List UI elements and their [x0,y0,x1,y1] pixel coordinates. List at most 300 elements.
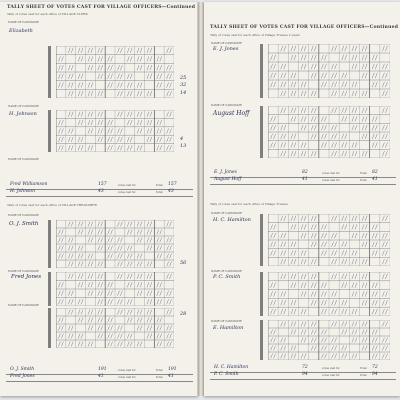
tally-mark [291,116,296,121]
tally-mark [291,82,296,87]
tally-mark [68,274,73,279]
tally-mark [98,91,103,96]
tally-mark [68,326,73,331]
tally-mark [137,254,142,259]
total-label: Total [156,369,163,372]
tally-mark [78,262,83,267]
tally-mark [352,216,357,221]
tally-mark [167,334,172,339]
tally-mark [78,246,83,251]
block-separator [48,110,51,152]
votes-cast-label: votes cast for [118,191,136,194]
tally-mark [301,233,306,238]
footer-total: 41 [372,177,378,182]
tally-mark [332,216,337,221]
tally-mark [332,91,337,96]
footer-total: 43 [168,189,174,194]
tally-mark [382,151,387,156]
total-label: Total [360,179,367,182]
footer-candidate-name: August Hoff [214,177,242,182]
tally-mark [88,318,93,323]
tally-mark [167,137,172,142]
tally-mark [117,112,122,117]
tally-mark [98,318,103,323]
tally-mark [342,134,347,139]
tally-mark [382,259,387,264]
tally-count: 25 [180,75,187,81]
tally-mark [382,242,387,247]
tally-mark [382,274,387,279]
tally-mark [352,46,357,51]
tally-mark [157,291,162,296]
left-page-header: TALLY SHEET OF VOTES CAST FOR VILLAGE OFFICERS—Continued [7,5,196,10]
name-of-candidate-label: NAME OF CANDIDATE [211,104,242,107]
tally-mark [167,48,172,53]
tally-mark [147,291,152,296]
tally-mark [332,46,337,51]
tally-mark [98,137,103,142]
tally-mark [321,338,326,343]
tally-mark [117,82,122,87]
tally-grid [268,320,390,360]
tally-mark [68,334,73,339]
tally-mark [88,48,93,53]
footer-candidate-name: O. J. Smith [10,367,35,372]
tally-mark [147,238,152,243]
candidate-name: P. C. Smith [213,274,241,280]
tally-mark [98,262,103,267]
tally-mark [147,128,152,133]
tally-mark [127,222,132,227]
tally-mark [321,142,326,147]
left-page [0,2,198,396]
total-label: Total [360,374,367,377]
votes-cast-label: votes cast for [322,172,340,175]
tally-mark [108,326,113,331]
tally-mark [321,330,326,335]
tally-mark [98,230,103,235]
footer-count: 41 [98,374,104,379]
tally-mark [58,246,63,251]
tally-mark [372,142,377,147]
tally-mark [108,282,113,287]
tally-mark [58,342,63,347]
tally-mark [281,233,286,238]
tally-mark [281,259,286,264]
tally-mark [311,216,316,221]
tally-mark [311,330,316,335]
tally-mark [382,354,387,359]
tally-mark [58,318,63,323]
tally-mark [382,233,387,238]
tally-mark [68,262,73,267]
tally-mark [108,65,113,70]
tally-mark [108,254,113,259]
tally-mark [301,309,306,314]
tally-mark [58,120,63,125]
tally-mark [147,112,152,117]
tally-mark [98,74,103,79]
tally-mark [301,125,306,130]
tally-mark [382,108,387,113]
tally-mark [127,56,132,61]
tally-mark [332,300,337,305]
tally-mark [281,291,286,296]
tally-mark [147,326,152,331]
tally-mark [271,116,276,121]
tally-mark [271,346,276,351]
tally-mark [108,74,113,79]
tally-mark [291,259,296,264]
tally-mark [147,65,152,70]
tally-mark [167,274,172,279]
tally-mark [147,310,152,315]
tally-mark [147,299,152,304]
tally-mark [98,326,103,331]
tally-mark [78,299,83,304]
tally-mark [311,46,316,51]
tally-mark [78,230,83,235]
tally-mark [332,322,337,327]
tally-mark [342,250,347,255]
tally-mark [372,82,377,87]
tally-mark [167,65,172,70]
tally-mark [362,338,367,343]
block-separator [260,320,263,360]
tally-mark [127,254,132,259]
tally-mark [108,128,113,133]
tally-mark [362,283,367,288]
block-separator [260,106,263,158]
tally-mark [147,91,152,96]
tally-mark [78,318,83,323]
tally-mark [137,56,142,61]
votes-cast-label: votes cast for [118,369,136,372]
tally-mark [311,291,316,296]
tally-mark [58,254,63,259]
tally-mark [372,233,377,238]
tally-mark [281,73,286,78]
tally-mark [372,354,377,359]
tally-mark [301,274,306,279]
tally-mark [78,145,83,150]
tally-mark [321,116,326,121]
tally-mark [362,242,367,247]
tally-mark [157,65,162,70]
tally-mark [68,82,73,87]
tally-mark [58,74,63,79]
footer-count: 43 [98,189,104,194]
tally-mark [137,112,142,117]
tally-mark [311,283,316,288]
tally-mark [88,262,93,267]
tally-mark [127,282,132,287]
tally-mark [352,291,357,296]
tally-mark [352,91,357,96]
tally-mark [68,112,73,117]
tally-mark [342,283,347,288]
tally-mark [137,291,142,296]
tally-mark [321,250,326,255]
footer-total: 157 [168,182,177,187]
tally-mark [147,262,152,267]
tally-mark [281,354,286,359]
tally-mark [68,342,73,347]
tally-count: 32 [180,82,187,88]
tally-mark [147,74,152,79]
tally-mark [137,342,142,347]
tally-mark [352,274,357,279]
tally-mark [362,64,367,69]
tally-mark [311,274,316,279]
footer-candidate-name: E. J. Jones [214,170,237,175]
tally-mark [362,346,367,351]
tally-mark [281,300,286,305]
tally-mark [147,318,152,323]
tally-mark [137,230,142,235]
tally-mark [382,82,387,87]
tally-grid [56,220,174,268]
tally-mark [88,310,93,315]
tally-mark [352,151,357,156]
tally-mark [291,300,296,305]
tally-mark [342,46,347,51]
tally-mark [291,354,296,359]
block-separator [48,272,51,306]
tally-mark [98,334,103,339]
tally-mark [281,151,286,156]
tally-mark [291,216,296,221]
tally-mark [362,300,367,305]
tally-mark [342,242,347,247]
tally-mark [117,91,122,96]
tally-mark [362,151,367,156]
tally-mark [127,91,132,96]
tally-mark [352,116,357,121]
tally-mark [88,128,93,133]
tally-mark [271,354,276,359]
tally-mark [382,73,387,78]
tally-mark [78,254,83,259]
tally-mark [147,246,152,251]
tally-mark [291,274,296,279]
tally-mark [311,259,316,264]
footer-total: 94 [372,372,378,377]
tally-mark [98,128,103,133]
tally-mark [372,338,377,343]
tally-mark [68,246,73,251]
tally-mark [117,137,122,142]
tally-mark [271,242,276,247]
tally-mark [342,259,347,264]
tally-mark [281,142,286,147]
tally-mark [291,322,296,327]
tally-mark [372,346,377,351]
tally-mark [157,299,162,304]
tally-grid [56,272,174,306]
tally-mark [108,56,113,61]
tally-mark [137,82,142,87]
tally-mark [117,254,122,259]
tally-count: 14 [180,90,187,96]
tally-mark [167,222,172,227]
tally-mark [167,291,172,296]
footer-total: 41 [168,374,174,379]
tally-mark [58,282,63,287]
name-of-candidate-label: NAME OF CANDIDATE [8,21,39,24]
tally-mark [301,55,306,60]
tally-mark [58,128,63,133]
tally-mark [108,246,113,251]
tally-mark [271,250,276,255]
tally-mark [311,108,316,113]
tally-mark [352,322,357,327]
total-label: Total [156,376,163,379]
footer-candidate-name: H. C. Hamilton [214,365,249,370]
tally-mark [332,151,337,156]
tally-mark [382,142,387,147]
tally-mark [127,145,132,150]
tally-mark [147,120,152,125]
tally-mark [108,238,113,243]
tally-count: 4 [180,136,184,142]
name-of-candidate-label: NAME OF CANDIDATE [8,158,39,161]
tally-mark [362,291,367,296]
tally-mark [68,91,73,96]
tally-mark [382,300,387,305]
tally-mark [372,55,377,60]
tally-mark [382,322,387,327]
tally-mark [127,262,132,267]
block-separator [260,272,263,316]
tally-mark [382,64,387,69]
tally-mark [78,274,83,279]
tally-mark [372,330,377,335]
tally-mark [372,73,377,78]
tally-mark [281,309,286,314]
tally-grid [268,106,390,158]
tally-mark [108,318,113,323]
tally-mark [271,300,276,305]
tally-mark [311,64,316,69]
tally-mark [281,134,286,139]
tally-mark [332,259,337,264]
tally-mark [88,112,93,117]
tally-mark [301,291,306,296]
footer-row [210,372,396,380]
tally-mark [147,230,152,235]
tally-mark [167,74,172,79]
tally-mark [291,224,296,229]
tally-mark [88,326,93,331]
tally-mark [291,108,296,113]
tally-mark [291,346,296,351]
tally-mark [362,330,367,335]
tally-mark [301,46,306,51]
tally-mark [78,91,83,96]
name-of-candidate-label: NAME OF CANDIDATE [211,42,242,45]
tally-mark [78,282,83,287]
tally-mark [281,46,286,51]
right-page-header: TALLY SHEET OF VOTES CAST FOR VILLAGE OFFICERS—Continued [210,25,399,30]
tally-mark [58,326,63,331]
tally-mark [332,291,337,296]
votes-cast-label: votes cast for [118,376,136,379]
tally-mark [321,134,326,139]
tally-mark [137,282,142,287]
tally-mark [372,116,377,121]
footer-total: 72 [372,365,378,370]
tally-mark [88,291,93,296]
tally-mark [58,145,63,150]
tally-mark [382,291,387,296]
tally-mark [362,259,367,264]
tally-mark [127,48,132,53]
tally-mark [301,142,306,147]
tally-mark [167,299,172,304]
right-page [204,2,400,396]
tally-mark [147,282,152,287]
footer-count: 72 [302,365,308,370]
tally-mark [157,120,162,125]
tally-mark [372,250,377,255]
book-spine [197,2,204,396]
tally-mark [88,282,93,287]
tally-mark [301,91,306,96]
tally-mark [78,48,83,53]
tally-mark [88,65,93,70]
tally-mark [271,283,276,288]
tally-mark [301,82,306,87]
votes-cast-label: votes cast for [322,367,340,370]
tally-mark [362,125,367,130]
name-of-candidate-label: NAME OF CANDIDATE [211,270,242,273]
tally-mark [88,254,93,259]
tally-grid [56,46,174,98]
tally-mark [311,55,316,60]
tally-mark [127,334,132,339]
tally-mark [137,310,142,315]
tally-mark [157,145,162,150]
tally-mark [321,300,326,305]
tally-mark [301,224,306,229]
tally-mark [301,116,306,121]
tally-mark [382,346,387,351]
tally-mark [352,224,357,229]
votes-cast-label: votes cast for [118,184,136,187]
tally-mark [271,224,276,229]
tally-mark [352,125,357,130]
tally-mark [372,283,377,288]
candidate-name: H. C. Hamilton [213,217,251,223]
tally-mark [281,242,286,247]
footer-row [210,177,396,185]
tally-mark [58,334,63,339]
tally-mark [127,299,132,304]
tally-mark [157,318,162,323]
tally-mark [362,224,367,229]
tally-grid [268,272,390,316]
tally-mark [68,48,73,53]
tally-mark [137,128,142,133]
tally-mark [117,145,122,150]
tally-mark [137,145,142,150]
tally-mark [362,134,367,139]
tally-mark [78,56,83,61]
tally-mark [271,291,276,296]
footer-count: 41 [302,177,308,182]
tally-mark [372,309,377,314]
